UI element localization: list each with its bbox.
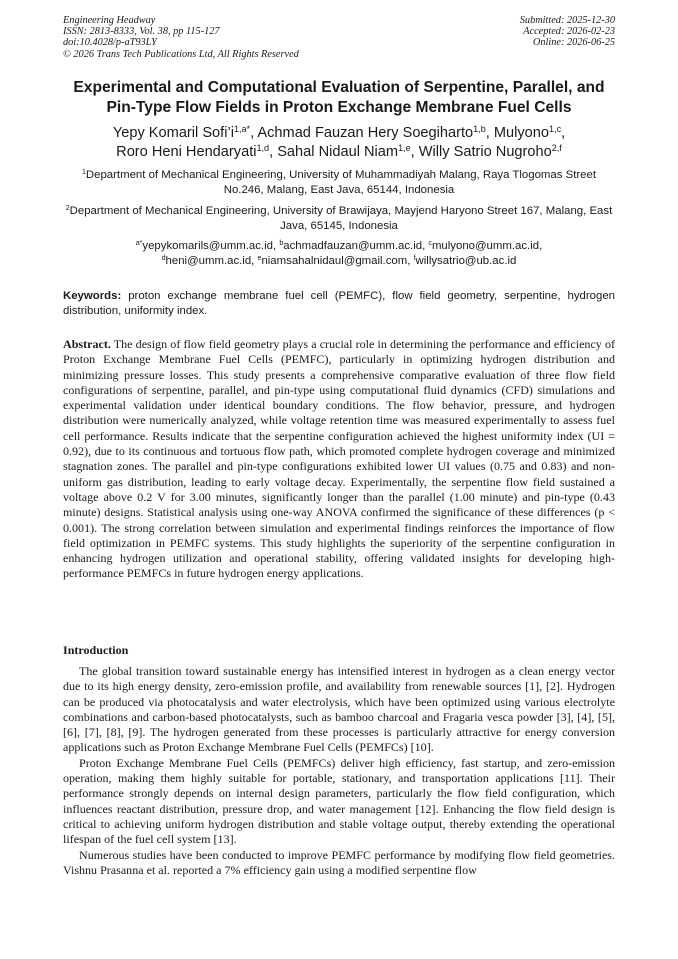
- introduction-body: [63, 664, 615, 878]
- author: Yepy Komaril $Sofi’i^{1,a*}$,: [112, 124, 258, 141]
- affiliation: $^2$Department of Mechanical Engineering, University of Brawijaya, Mayjend Haryono Street 167, Malang, East Java, 65145, Indonesia: [65, 205, 613, 232]
- author: Sahal Nidaul Niam$^{1,e}$,: [277, 143, 419, 160]
- paragraph: The global transition toward sustainable energy has intensified interest in hydrogen as a clean energy vector due to its high energy density, zero-emission profile, and availability from renewable sources [1], [2]. Hydrogen can be produced via photocatalysis and water electrolysis, which have been optimized using various electrolyte combinations and carbon-based photocatalysts, such as bamboo charcoal and Fragaria vesca powder [3], [4], [5], [6], [7], [8], [9]. The hydrogen generated from these processes is particularly attractive for energy conversion applications such as Proton Exchange Membrane Fuel Cells (PEMFCs) [10].: [63, 664, 615, 755]
- email-address: $^e$niamsahalnidaul@gmail.com,: [257, 254, 414, 267]
- journal-header-left: [63, 15, 299, 60]
- affiliation: $^1$Department of Mechanical Engineering, University of Muhammadiyah Malang, Raya Tlogomas Street No.246, Malang, East Java, 65144, Indonesia: [81, 169, 596, 196]
- journal-header-right: [520, 15, 615, 49]
- keywords: [63, 289, 615, 319]
- submitted-date: Submitted: 2025-12-30: [519, 15, 615, 26]
- journal-name: Engineering Headway: [63, 15, 156, 26]
- accepted-date: Accepted: 2026-02-23: [523, 26, 615, 38]
- author-list: [60, 124, 618, 162]
- author: Mulyono$^{1,c}$,: [493, 124, 566, 141]
- abstract: [63, 337, 615, 582]
- journal-doi: doi:10.4028/p-aT93LY: [63, 37, 157, 49]
- copyright-notice: © 2026 Trans Tech Publications Ltd, All Rights Reserved: [63, 48, 299, 60]
- paragraph: Proton Exchange Membrane Fuel Cells (PEMFCs) deliver high efficiency, fast startup, and zero-emission operation, making them highly suitable for portable, stationary, and transportation applications [11]. Their performance strongly depends on internal design parameters, particularly the flow field configuration, which influences reactant distribution, pressure drop, and water management [12]. Enhancing the flow field design is critical to achieving uniform hydrogen distribution and stable voltage output, thereby extending the operational lifespan of the fuel cell system [13].: [63, 755, 615, 847]
- journal-issn: ISSN: 2813-8333, Vol. 38, pp 115-127: [63, 26, 220, 38]
- abstract-text: The design of flow field geometry plays a crucial role in determining the performance and efficiency of Proton Exchange Membrane Fuel Cells (PEMFC), particularly in optimizing hydrogen distribution and minimizing pressure losses. This study presents a comprehensive comparative evaluation of three flow field configurations of serpentine, parallel, and pin-type using computational fluid dynamics (CFD) simulations and experimental validation under identical boundary conditions. The flow behavior, pressure, and hydrogen distribution were numerically analyzed, while voltage retention time was measured experimentally to assess fuel cell performance. Results indicate that the serpentine configuration achieved the highest uniformity index (UI = 0.92), due to its continuous and tortuous flow path, which promoted complete hydrogen coverage and minimized stagnation zones. The parallel and pin-type configurations exhibited lower UI values (0.75 and 0.83) and non-uniform gas distribution, leading to early voltage decay. Experimentally, the serpentine flow field sustained a voltage above 0.2 V for 3.00 minutes, significantly longer than the parallel (1.00 minute) and pin-type (0.43 minute) designs. Statistical analysis using one-way ANOVA confirmed the significance of these differences (p < 0.001). The strong correlation between simulation and experimental findings reinforces the importance of flow field optimization in PEMFC systems. This study highlights the superiority of the serpentine configuration in enhancing hydrogen utilization and operational stability, offering validated insights for developing high-performance PEMFCs in future hydrogen energy applications.: [63, 337, 616, 581]
- keywords-text: proton exchange membrane fuel cell (PEMFC), flow field geometry, serpentine, hydrogen distribution, uniformity index.: [63, 290, 615, 317]
- author: Achmad Fauzan Hery Soegiharto$^{1,b}$,: [257, 124, 494, 141]
- email-address: $^f$willysatrio@ub.ac.id: [413, 254, 517, 267]
- author: Roro Heni Hendaryati$^{1,d}$,: [116, 143, 278, 160]
- email-address: $^d$heni@umm.ac.id,: [161, 254, 258, 267]
- author: Willy Satrio Nugroho$^{2,f}$: [418, 143, 562, 160]
- paragraph: Numerous studies have been conducted to improve PEMFC performance by modifying flow field geometries. Vishnu Prasanna et al. reported a 7% efficiency gain using a modified serpentine flow: [63, 847, 615, 877]
- email-address: $^c$mulyono@umm.ac.id,: [428, 240, 543, 252]
- section-heading-introduction: Introduction: [63, 643, 129, 657]
- paper-title: Experimental and Computational Evaluation of Serpentine, Parallel, and Pin-Type Flow Fields in Proton Exchange Membrane Fuel Cells: [73, 79, 605, 116]
- email-address: $^b$achmadfauzan@umm.ac.id,: [279, 240, 429, 252]
- keywords-label: Keywords:: [63, 290, 122, 302]
- online-date: Online: 2026-06-25: [532, 37, 615, 49]
- abstract-label: Abstract.: [63, 337, 111, 351]
- email-address: $^{a*}$yepykomarils@umm.ac.id,: [135, 240, 280, 252]
- author-emails: [64, 239, 614, 268]
